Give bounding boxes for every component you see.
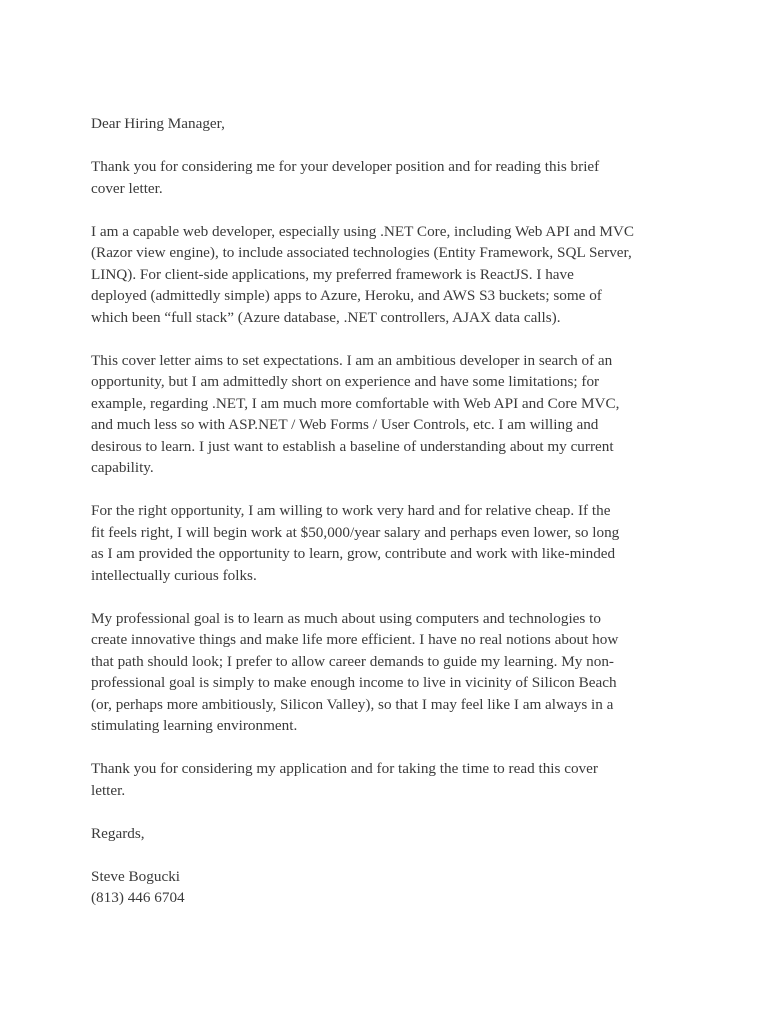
cover-letter: [91, 113, 691, 909]
closing: Regards,: [91, 824, 145, 842]
paragraph-skills: I am a capable web developer, especially using .NET Core, including Web API and MVC (Razor view engine), to include associated technologies (Entity Framework, SQL Server, LINQ). For client-side applications, my preferred framework is ReactJS. I have deployed (admittedly simple) apps to Azure, Heroku, and AWS S3 buckets; some of which been “full stack” (Azure database, .NET controllers, AJAX data calls).: [91, 222, 634, 326]
signature-phone: (813) 446 6704: [91, 889, 185, 906]
paragraph-salary: For the right opportunity, I am willing to work very hard and for relative cheap. If the fit feels right, I will begin work at $50,000/year salary and perhaps even lower, so long as I am provided the opportunity to learn, grow, contribute and work with like-minded intellectually curious folks.: [91, 502, 620, 584]
salutation: Dear Hiring Manager,: [91, 115, 225, 132]
paragraph-thanks: Thank you for considering my application and for taking the time to read this cover letter.: [91, 760, 598, 799]
paragraph-goals: My professional goal is to learn as much about using computers and technologies to create innovative things and make life more efficient. I have no real notions about how that path should look; I prefer to allow career demands to guide my learning. My non- professional goal is simply to make enough income to live in vicinity of Silicon Beach (or, perhaps more ambitiously, Silicon Valley), so that I may feel like I am always in a stimulating learning environment.: [91, 609, 619, 734]
paragraph-expectations: This cover letter aims to set expectations. I am an ambitious developer in search of an opportunity, but I am admittedly short on experience and have some limitations; for example, regarding .NET, I am much more comfortable with Web API and Core MVC, and much less so with ASP.NET / Web Forms / User Controls, etc. I am willing and desirous to learn. I just want to establish a baseline of understanding about my current capability.: [91, 351, 620, 476]
signature-name: Steve Bogucki: [91, 867, 181, 885]
paragraph-intro: Thank you for considering me for your developer position and for reading this brief cover letter.: [91, 158, 600, 197]
